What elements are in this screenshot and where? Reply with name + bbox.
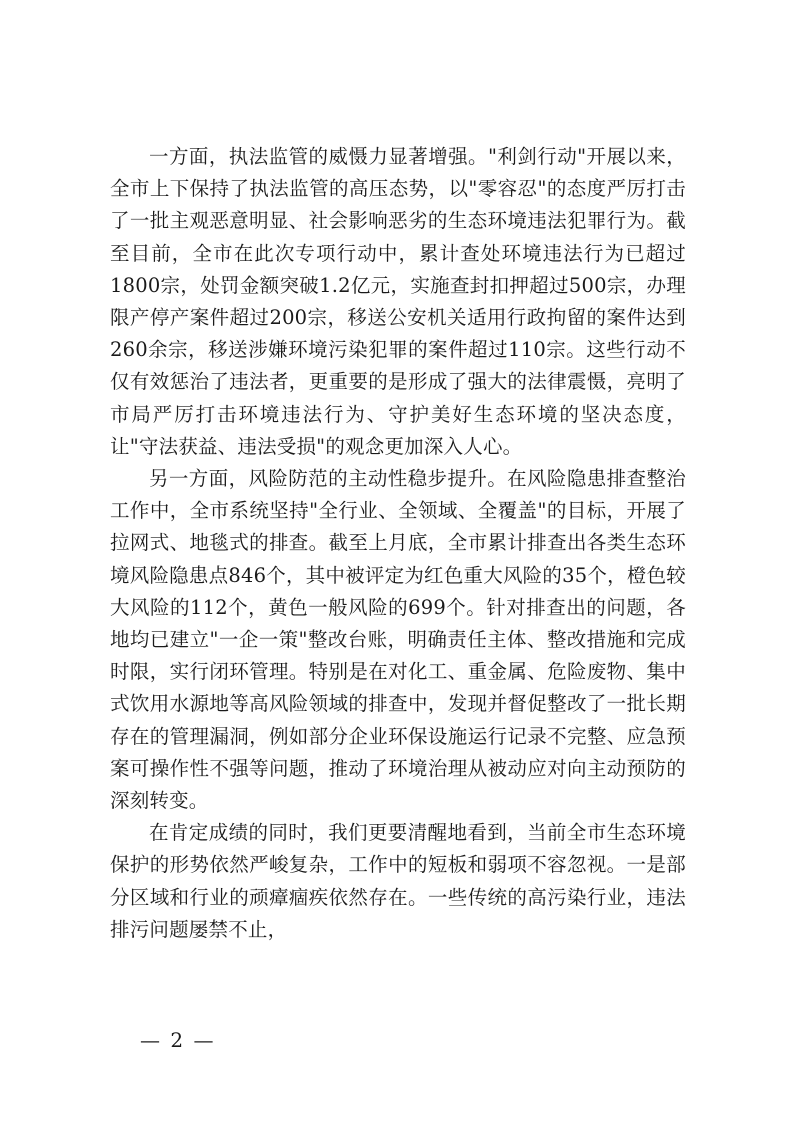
paragraph-challenges: 在肯定成绩的同时，我们更要清醒地看到，当前全市生态环境保护的形势依然严峻复杂，工作中的短板和弱项不容忽视。一是部分区域和行业的顽瘴痼疾依然存在。一些传统的高污染行业，违法排污问题屡禁不止， bbox=[110, 821, 686, 941]
paragraph-enforcement: 一方面，执法监管的威慑力显著增强。"利剑行动"开展以来，全市上下保持了执法监管的高压态势，以"零容忍"的态度严厉打击了一批主观恶意明显、社会影响恶劣的生态环境违法犯罪行为。截至目前，全市在此次专项行动中，累计查处环境违法行为已超过1800宗，处罚金额突破1.2亿元，实施查封扣押超过500宗，办理限产停产案件超过200宗，移送公安机关适用行政拘留的案件达到260余宗，移送涉嫌环境污染犯罪的案件超过110宗。这些行动不仅有效惩治了违法者，更重要的是形成了强大的法律震慑，亮明了市局严厉打击环境违法行为、守护美好生态环境的坚决态度，让"守法获益、违法受损"的观念更加深入人心。 bbox=[110, 145, 686, 458]
page-number: — 2 — bbox=[140, 1028, 216, 1052]
body-text bbox=[110, 141, 686, 946]
paragraph-risk-prevention: 另一方面，风险防范的主动性稳步提升。在风险隐患排查整治工作中，全市系统坚持"全行业、全领域、全覆盖"的目标，开展了拉网式、地毯式的排查。截至上月底，全市累计排查出各类生态环境风险隐患点846个，其中被评定为红色重大风险的35个，橙色较大风险的112个，黄色一般风险的699个。针对排查出的问题，各地均已建立"一企一策"整改台账，明确责任主体、整改措施和完成时限，实行闭环管理。特别是在对化工、重金属、危险废物、集中式饮用水源地等高风险领域的排查中，发现并督促整改了一批长期存在的管理漏洞，例如部分企业环保设施运行记录不完整、应急预案可操作性不强等问题，推动了环境治理从被动应对向主动预防的深刻转变。 bbox=[110, 467, 686, 813]
